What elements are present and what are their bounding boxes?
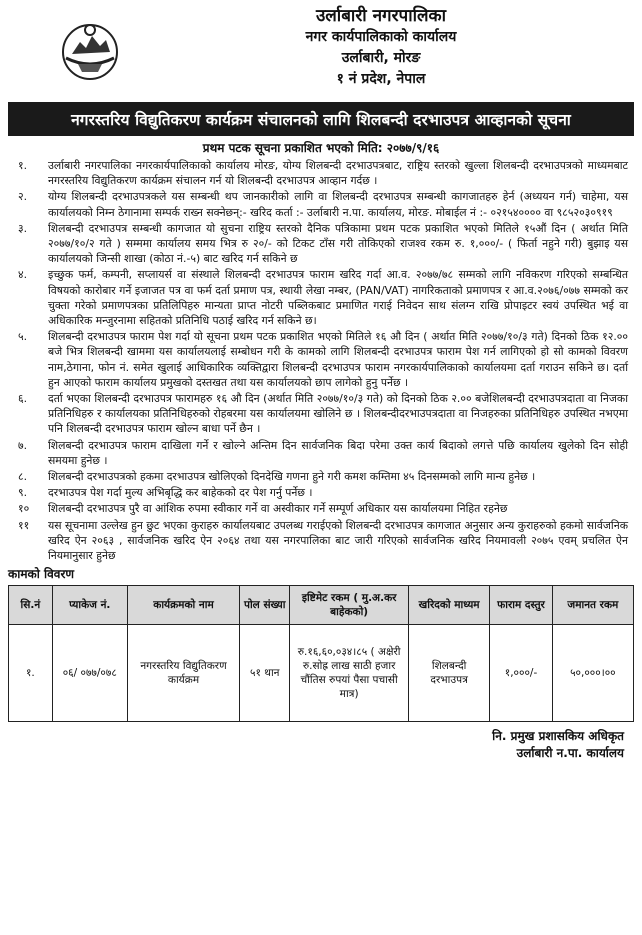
col-package: प्याकेज नं.: [52, 586, 127, 625]
item-text: शिलबन्दी दरभाउपत्र सम्बन्धी कागजात यो सुचना राष्ट्रिय स्तरको दैनिक पत्रिकामा प्रथम पटक प्रकाशित भएको मितिले १५औं दिन ( अर्थात मिति २०७७/१०/२ गते ) सम्ममा कार्यालय समय भित्र रु २०/- को टिकट टाँस गरी तोकिएको राजश्व रकम रु. १,०००/- ( फिर्ता नहुने गरी) बुझाइ यस कार्यालयको जिन्सी शाखा (कोठा नं.-५) बाट खरिद गर्न सकिने छ: [48, 221, 628, 266]
list-item: [8, 267, 634, 328]
item-text: दर्ता भएका शिलबन्दी दरभाउपत्र फारामहरु १६ औ दिन (अर्थात मिति २०७७/१०/३ गते) को दिनको ठिक २.०० बजेशिलबन्दी दरभाउपत्रदाता वा निजका प्रतिनिधिहरु र कार्यालयका प्रतिनिधिहरुको रोहबरमा यस कार्यालयमा खोलिने छ । शिलबन्दीदरभाउपत्रदाता वा निजहरुका प्रतिनिधिहरु उपस्थित नभएमा पनि शिलबन्दी दरभाउपत्र फाराम खोल्न बाधा पर्ने छैन ।: [48, 392, 628, 436]
item-text: इच्छुक फर्म, कम्पनी, सप्लायर्स वा संस्थाले शिलबन्दी दरभाउपत्र फाराम खरिद गर्दा आ.व. २०७७/७८ सम्मको लागि नविकरण गरिएको सम्बन्धित विषयको कारोबार गर्ने इजाजत पत्र वा फर्म दर्ता प्रमाण पत्र, स्थायी लेखा नम्बर, (PAN/VAT) नागरिकताको प्रमाणपत्र र आ.व.२०७६/०७७ सम्मको कर चुक्ता गरेको प्रमाणपत्रका प्रतिलिपिहरु मान्यता प्राप्त नोटरी पब्लिकबाट प्रमाणित गराई निवेदन साथ संलग्न राखि प्रोपाइटर स्वयं उपस्थित भई वा अधिकारिक मन्जुरनामा सहितको प्रतिनिधि पठाई खरिद गर्न सकिने छ।: [48, 268, 628, 328]
col-serial: सि.नं: [9, 586, 53, 625]
list-item: [8, 221, 634, 267]
table-row: [9, 625, 634, 722]
cell-bid-security: ५०,०००।००: [552, 625, 633, 722]
cell-form-fee: १,०००/-: [490, 625, 553, 722]
work-details-table: [8, 585, 634, 722]
col-form-fee: फाराम दस्तुर: [490, 586, 553, 625]
item-number: ३.: [18, 221, 28, 235]
cell-estimate: रु.१६,६०,०३४।८५ ( अक्षेरी रु.सोह्र लाख साठी हजार चौंतिस रुपयां पैसा पचासी मात्र): [290, 625, 409, 722]
col-procurement: खरिदको माध्यम: [409, 586, 490, 625]
item-text: शिलबन्दी दरभाउपत्र पुरै वा आंशिक रुपमा स्वीकार गर्ने वा अस्वीकार गर्ने सम्पूर्ण अधिकार यस कार्यालयमा निहित रहनेछ: [48, 502, 508, 516]
signature-block: [8, 728, 634, 762]
notice-items: [8, 158, 634, 563]
list-item: [8, 158, 634, 188]
item-number: ५.: [18, 330, 28, 344]
item-text: योग्य शिलबन्दी दरभाउपत्रकले यस सम्बन्धी थप जानकारीको लागि वा शिलबन्दी दरभाउपत्र सम्बन्धी कागजातहरु हेर्न (अध्ययन गर्न) चाहेमा, यस कार्यालयको निम्न ठेगानामा सम्पर्क राख्न सक्नेछन्:- खरिद कर्ता :- उर्लाबारी न.पा. कार्यालय, मोरङ. मोबाईल नं :- ०२१५४०००० वा ९८५२०३०९१९: [48, 190, 628, 219]
cell-pole-count: ५१ थान: [240, 625, 290, 722]
cell-program: नगरस्तरिय विद्युतिकरण कार्यक्रम: [127, 625, 240, 722]
col-pole-count: पोल संख्या: [240, 586, 290, 625]
col-bid-security: जमानत रकम: [552, 586, 633, 625]
col-estimate: इष्टिमेट रकम ( मु.अ.कर बाहेकको): [290, 586, 409, 625]
list-item: [8, 469, 634, 484]
item-number: ८.: [18, 470, 28, 484]
letterhead: [8, 0, 634, 102]
nepal-government-emblem-icon: [58, 18, 122, 82]
signatory-title: नि. प्रमुख प्रशासकिय अधिकृत: [492, 729, 624, 744]
publication-date: प्रथम पटक सूचना प्रकाशित भएको मिति: २०७७/९/१६: [202, 141, 440, 155]
item-number: १०: [18, 502, 30, 516]
item-text: उर्लाबारी नगरपालिका नगरकार्यपालिकाको कार्यालय मोरङ, योग्य शिलबन्दी दरभाउपत्रबाट, राष्ट्रिय स्तरको खुल्ला शिलबन्दी दरभाउपत्रको माध्यमबाट नगरस्तरिय विद्युतिकरण कार्यक्रम संचालन गर्न यो शिलबन्दी दरभाउपत्र आव्हान गर्दछ ।: [48, 159, 628, 188]
office-location: उर्लाबारी, मोरङ: [341, 50, 421, 66]
item-text: यस सूचनामा उल्लेख हुन छुट भएका कुराहरु कार्यालयबाट उपलब्ध गराईएको शिलबन्दी दरभाउपत्र कागजात अनुसार अन्य कुराहरुको हकमो सार्वजनिक खरिद ऐन २०६३ , सार्वजनिक खरिद ऐन २०६४ तथा यस नगरपालिका बाट जारी गरिएको सार्वजनिक खरिद नियमावली २०७५ एवम् प्रचलित ऐन नियमानुसार हुनेछ: [48, 518, 628, 563]
item-text: दरभाउपत्र पेश गर्दा मुल्य अभिबृद्धि कर बाहेकको दर पेश गर्नु पर्नेछ ।: [48, 486, 313, 500]
list-item: [8, 501, 634, 516]
item-text: शिलबन्दी दरभाउपत्रको हकमा दरभाउपत्र खोलिएको दिनदेखि गणना हुने गरी कमश कम्तिमा ४५ दिनसम्मको लागि मान्य हुनेछ ।: [48, 470, 536, 484]
notice-title-banner: नगरस्तरिय विद्युतिकरण कार्यक्रम संचालनको लागि शिलबन्दी दरभाउपत्र आव्हानको सूचना: [8, 102, 634, 136]
office-name: नगर कार्यपालिकाको कार्यालय: [305, 29, 457, 45]
list-item: [8, 189, 634, 219]
cell-serial: १.: [9, 625, 53, 722]
cell-procurement: शिलबन्दी दरभाउपत्र: [409, 625, 490, 722]
item-number: ४.: [18, 268, 28, 282]
item-number: ११: [18, 518, 30, 532]
province-line: १ नं प्रदेश, नेपाल: [336, 71, 426, 87]
item-number: ७.: [18, 438, 28, 452]
list-item: [8, 391, 634, 437]
signatory-office: उर्लाबारी न.पा. कार्यालय: [516, 746, 624, 761]
item-number: २.: [18, 190, 28, 204]
list-item: [8, 518, 634, 564]
item-text: शिलबन्दी दरभाउपत्र फाराम दाखिला गर्ने र खोल्ने अन्तिम दिन सार्वजनिक बिदा परेमा उक्त कार्य बिदाको लगत्ते पछि कार्यालय खुलेको दिन सोही समयमा हुनेछ ।: [48, 438, 628, 467]
col-program: कार्यक्रमको नाम: [127, 586, 240, 625]
item-number: ९.: [18, 486, 28, 500]
work-details-title: कामको विवरण: [8, 567, 75, 582]
list-item: [8, 329, 634, 390]
item-text: शिलबन्दी दरभाउपत्र फाराम पेश गर्दा यो सूचना प्रथम पटक प्रकाशित भएको मितिले १६ औ दिन ( अर्थात मिति २०७७/१०/३ गते) दिनको ठिक १२.०० बजे भित्र शिलबन्दी खाममा यस कार्यालयलाई सम्बोधन गरी के कामको लागि शिलबन्दी दरभाउपत्र फाराम पेश गर्न लागिएको हो सो कामको विवरण नाम,ठेगाना, फोन नं. समेत खुलाई आधिकारिक व्यक्तिद्वारा शिलबन्दी दरभाउपत्र फाराम नगरकार्यपालिकाको कार्यालयमा दर्ता गराउन सकिने छ। दर्ता हुन आएको फाराम कार्यालय प्रमुखको दस्तखत तथा यस कार्यालयको छाप लागेको हुनु पर्नेछ ।: [48, 330, 628, 389]
item-number: १.: [18, 159, 28, 172]
list-item: [8, 438, 634, 468]
municipality-name: उर्लाबारी नगरपालिका: [315, 6, 447, 26]
cell-package: ०६/ ०७७/०७८: [52, 625, 127, 722]
table-header-row: [9, 586, 634, 625]
item-number: ६.: [18, 392, 28, 406]
list-item: [8, 485, 634, 500]
